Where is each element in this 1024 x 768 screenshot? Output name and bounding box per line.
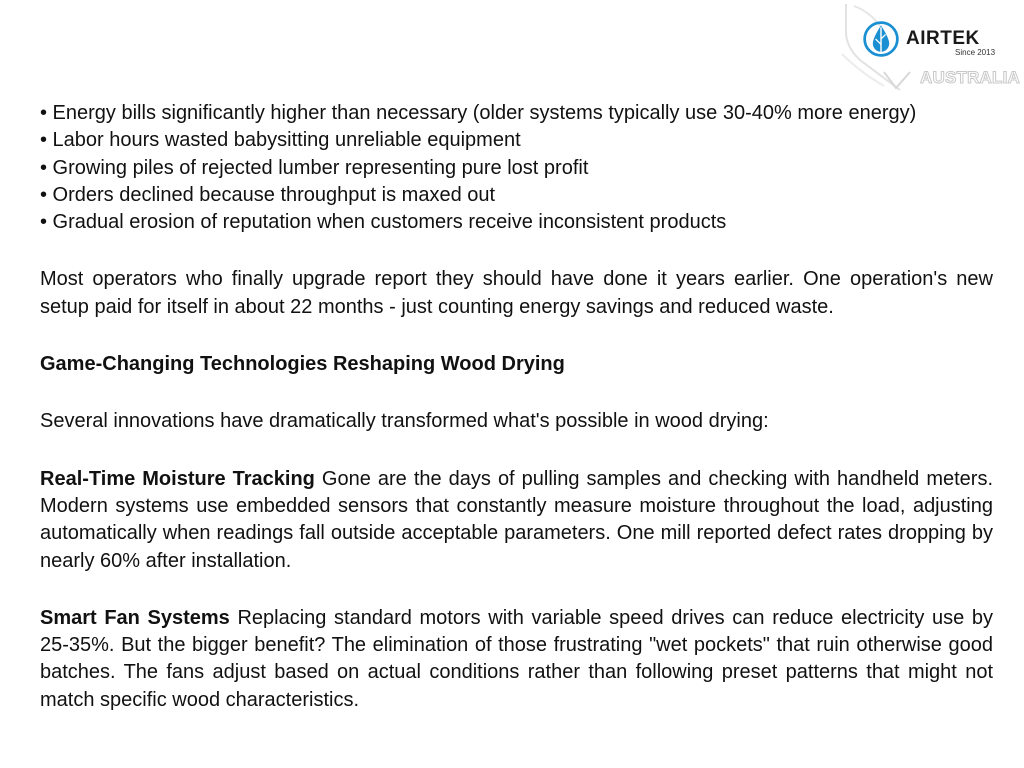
spacer xyxy=(40,236,993,266)
section-heading: Game-Changing Technologies Reshaping Wood Drying xyxy=(40,353,565,376)
moisture-tracking-title: Real-Time Moisture Tracking xyxy=(40,467,315,490)
spacer xyxy=(40,436,993,466)
smart-fan-body: Replacing standard motors with variable speed drives can reduce electricity use by 25-35%. But the bigger benefit? The elimination of those frustrating "wet pockets" that ruin otherwise good batches. The fans adjust based on actual conditions rather than following preset patterns that might not match specific wood characteristics. xyxy=(40,606,993,711)
spacer xyxy=(40,575,993,605)
airtek-logo xyxy=(840,2,1024,92)
list-item: • Energy bills significantly higher than necessary (older systems typically use 30-40% more energy) xyxy=(40,102,917,124)
moisture-tracking-body: Gone are the days of pulling samples and checking with handheld meters. Modern systems use embedded sensors that constantly measure moisture throughout the load, adjusting automatically when readings fall outside acceptable parameters. One mill reported defect rates dropping by nearly 60% after installation. xyxy=(40,467,993,572)
intro-paragraph: Several innovations have dramatically transformed what's possible in wood drying: xyxy=(40,410,769,433)
water-drop-icon xyxy=(861,19,901,59)
spacer xyxy=(40,321,993,351)
upgrade-paragraph: Most operators who finally upgrade report they should have done it years earlier. One operation's new setup paid for itself in about 22 months - just counting energy savings and reduced waste. xyxy=(40,268,993,318)
smart-fan-paragraph xyxy=(40,605,993,714)
list-item: • Growing piles of rejected lumber representing pure lost profit xyxy=(40,156,589,179)
spacer xyxy=(40,378,993,408)
logo-since-text: Since 2013 xyxy=(955,48,996,57)
list-item: • Gradual erosion of reputation when customers receive inconsistent products xyxy=(40,211,727,234)
list-item: • Orders declined because throughput is maxed out xyxy=(40,183,496,206)
smart-fan-title: Smart Fan Systems xyxy=(40,606,230,629)
logo-country-text: AUSTRALIA xyxy=(920,68,1021,87)
article-body xyxy=(40,100,993,714)
cost-bullet-list xyxy=(40,100,993,236)
moisture-tracking-paragraph xyxy=(40,466,993,575)
list-item: • Labor hours wasted babysitting unreliable equipment xyxy=(40,129,521,152)
logo-brand-name: AIRTEK xyxy=(906,28,980,49)
